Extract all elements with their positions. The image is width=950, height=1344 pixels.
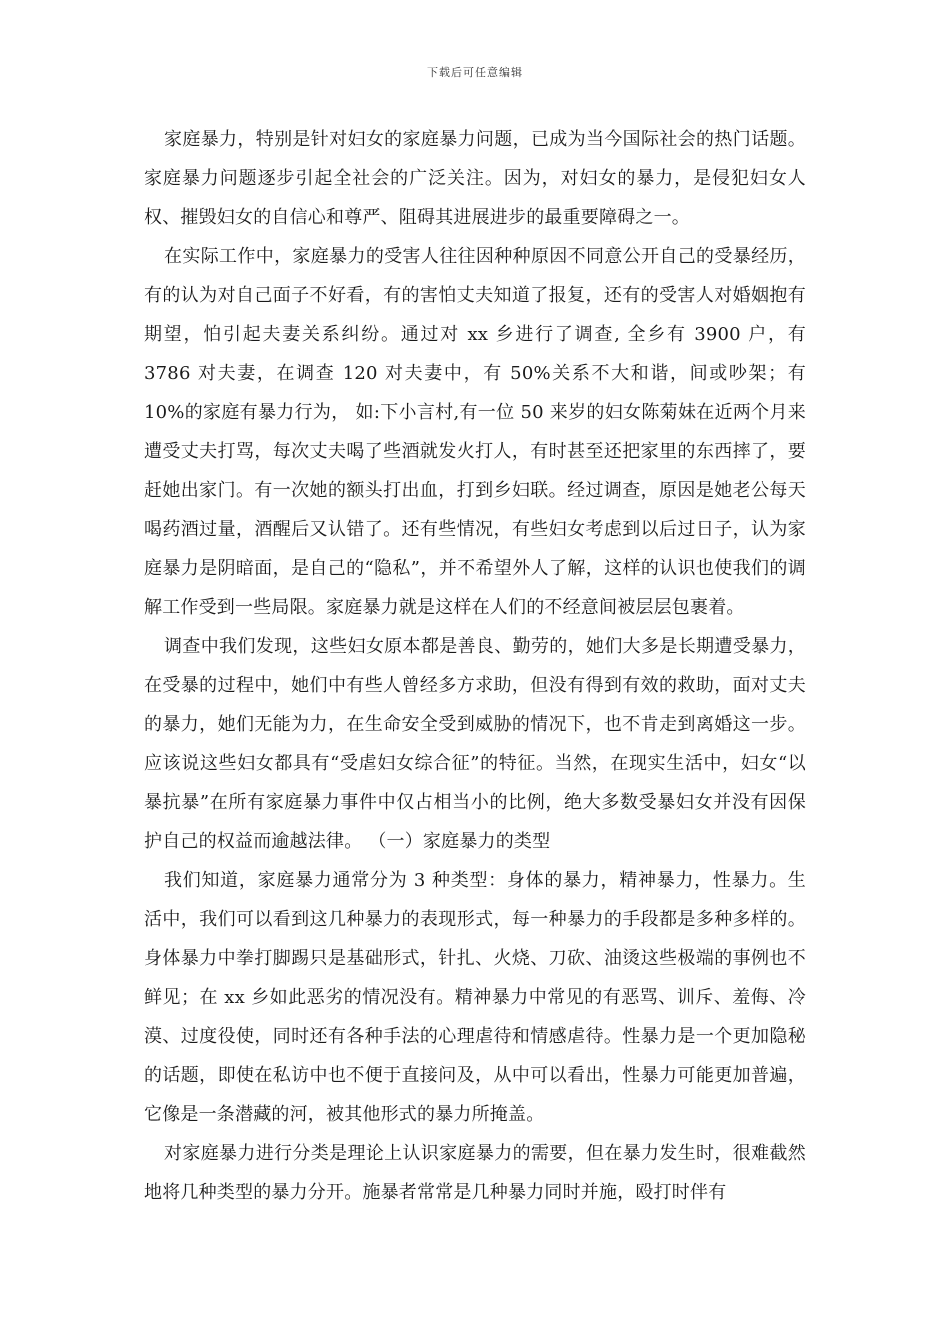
paragraph-2: 在实际工作中，家庭暴力的受害人往往因种种原因不同意公开自己的受暴经历，有的认为对自己面子不好看，有的害怕丈夫知道了报复，还有的受害人对婚姻抱有期望，怕引起夫妻关系纠纷。通过对 xx 乡进行了调查, 全乡有 3900 户，有 3786 对夫妻，在调查 120 对夫妻中，有 50%关系不大和谐，间或吵架；有 10%的家庭有暴力行为， 如:下小言村,有一位 50 来岁的妇女陈菊妹在近两个月来遭受丈夫打骂，每次丈夫喝了些酒就发火打人，有时甚至还把家里的东西摔了，要赶她出家门。有一次她的额头打出血，打到乡妇联。经过调查，原因是她老公每天喝药酒过量，酒醒后又认错了。还有些情况，有些妇女考虑到以后过日子，认为家庭暴力是阴暗面，是自己的“隐私”，并不希望外人了解，这样的认识也使我们的调解工作受到一些局限。家庭暴力就是这样在人们的不经意间被层层包裹着。 bbox=[144, 246, 806, 618]
paragraph-1: 家庭暴力，特别是针对妇女的家庭暴力问题，已成为当今国际社会的热门话题。家庭暴力问题逐步引起全社会的广泛关注。因为，对妇女的暴力，是侵犯妇女人权、摧毁妇女的自信心和尊严、阻碍其进展进步的最重要障碍之一。 bbox=[144, 129, 806, 228]
paragraph-5: 对家庭暴力进行分类是理论上认识家庭暴力的需要，但在暴力发生时，很难截然地将几种类型的暴力分开。施暴者常常是几种暴力同时并施，殴打时伴有 bbox=[144, 1143, 806, 1203]
document-body bbox=[144, 120, 806, 1212]
page-header: 下载后可任意编辑 bbox=[427, 66, 523, 79]
paragraph-3: 调查中我们发现，这些妇女原本都是善良、勤劳的，她们大多是长期遭受暴力，在受暴的过程中，她们中有些人曾经多方求助，但没有得到有效的救助，面对丈夫的暴力，她们无能为力，在生命安全受到威胁的情况下，也不肯走到离婚这一步。应该说这些妇女都具有“受虐妇女综合征”的特征。当然，在现实生活中，妇女“以暴抗暴”在所有家庭暴力事件中仅占相当小的比例，绝大多数受暴妇女并没有因保护自己的权益而逾越法律。 （一）家庭暴力的类型 bbox=[144, 636, 806, 852]
paragraph-4: 我们知道，家庭暴力通常分为 3 种类型：身体的暴力，精神暴力，性暴力。生活中，我们可以看到这几种暴力的表现形式，每一种暴力的手段都是多种多样的。身体暴力中拳打脚踢只是基础形式，针扎、火烧、刀砍、油烫这些极端的事例也不鲜见；在 xx 乡如此恶劣的情况没有。精神暴力中常见的有恶骂、训斥、羞侮、冷漠、过度役使，同时还有各种手法的心理虐待和情感虐待。性暴力是一个更加隐秘的话题，即使在私访中也不便于直接问及，从中可以看出，性暴力可能更加普遍，它像是一条潜藏的河，被其他形式的暴力所掩盖。 bbox=[144, 870, 806, 1125]
